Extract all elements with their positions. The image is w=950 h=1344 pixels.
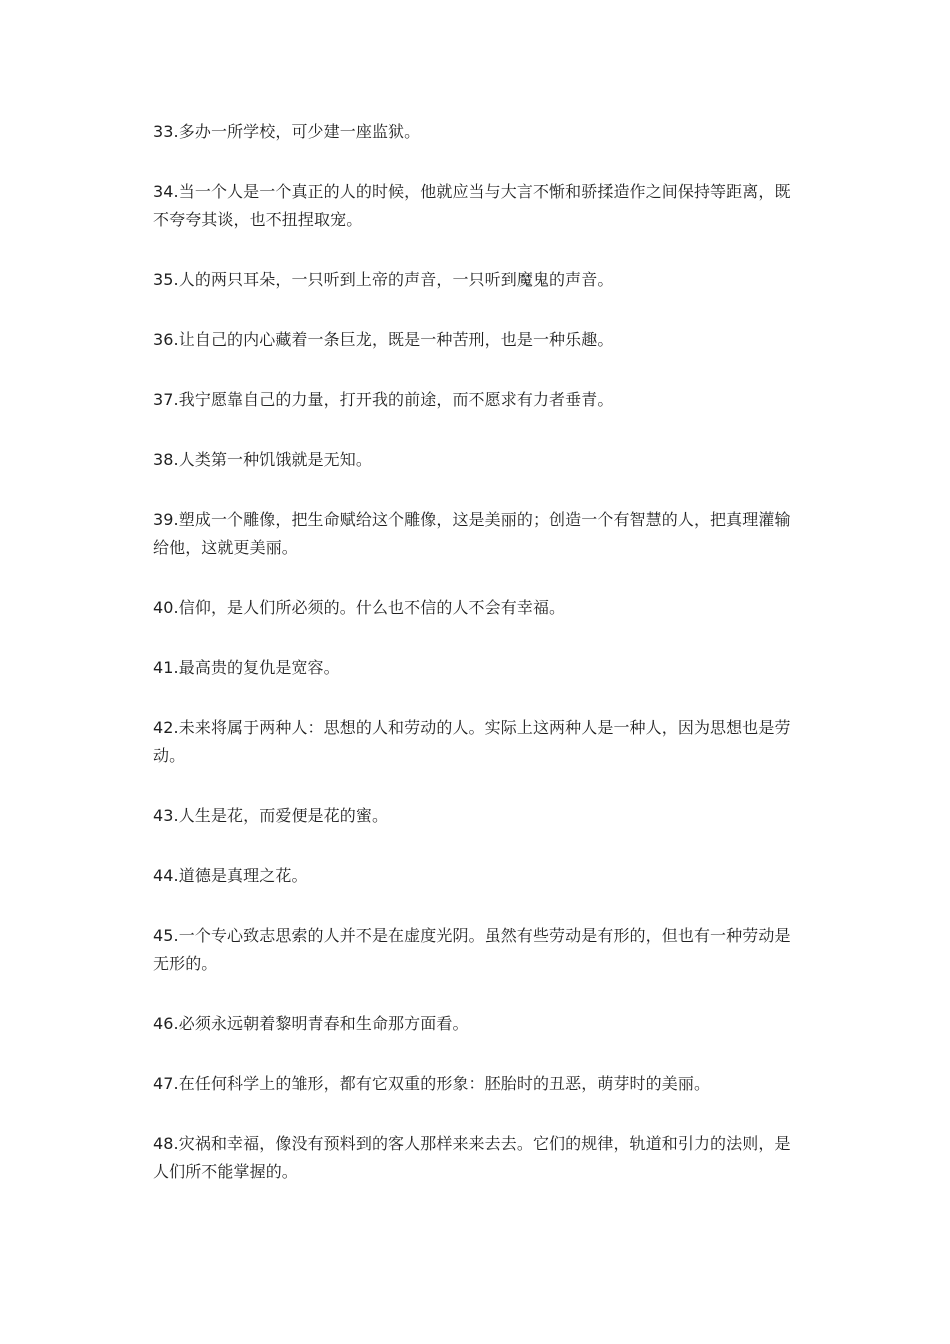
quote-43: 43.人生是花，而爱便是花的蜜。 (153, 806, 389, 825)
quote-48: 48.灾祸和幸福，像没有预料到的客人那样来来去去。它们的规律，轨道和引力的法则，是人们所不能掌握的。 (153, 1134, 791, 1181)
quote-42: 42.未来将属于两种人：思想的人和劳动的人。实际上这两种人是一种人，因为思想也是劳动。 (153, 718, 791, 765)
document-page (153, 118, 803, 1186)
quote-34: 34.当一个人是一个真正的人的时候，他就应当与大言不惭和骄揉造作之间保持等距离，既不夸夸其谈，也不扭捏取宠。 (153, 182, 791, 229)
quote-45: 45.一个专心致志思索的人并不是在虚度光阴。虽然有些劳动是有形的，但也有一种劳动是无形的。 (153, 926, 791, 973)
quote-38: 38.人类第一种饥饿就是无知。 (153, 450, 372, 469)
quote-35: 35.人的两只耳朵，一只听到上帝的声音，一只听到魔鬼的声音。 (153, 270, 614, 289)
quote-33: 33.多办一所学校，可少建一座监狱。 (153, 122, 421, 141)
quote-39: 39.塑成一个雕像，把生命赋给这个雕像，这是美丽的；创造一个有智慧的人，把真理灌输给他，这就更美丽。 (153, 510, 791, 557)
quote-37: 37.我宁愿靠自己的力量，打开我的前途，而不愿求有力者垂青。 (153, 390, 614, 409)
quote-41: 41.最高贵的复仇是宽容。 (153, 658, 340, 677)
quote-44: 44.道德是真理之花。 (153, 866, 308, 885)
quote-36: 36.让自己的内心藏着一条巨龙，既是一种苦刑，也是一种乐趣。 (153, 330, 614, 349)
quote-40: 40.信仰，是人们所必须的。什么也不信的人不会有幸福。 (153, 598, 566, 617)
quote-46: 46.必须永远朝着黎明青春和生命那方面看。 (153, 1014, 469, 1033)
quote-47: 47.在任何科学上的雏形，都有它双重的形象：胚胎时的丑恶，萌芽时的美丽。 (153, 1074, 711, 1093)
